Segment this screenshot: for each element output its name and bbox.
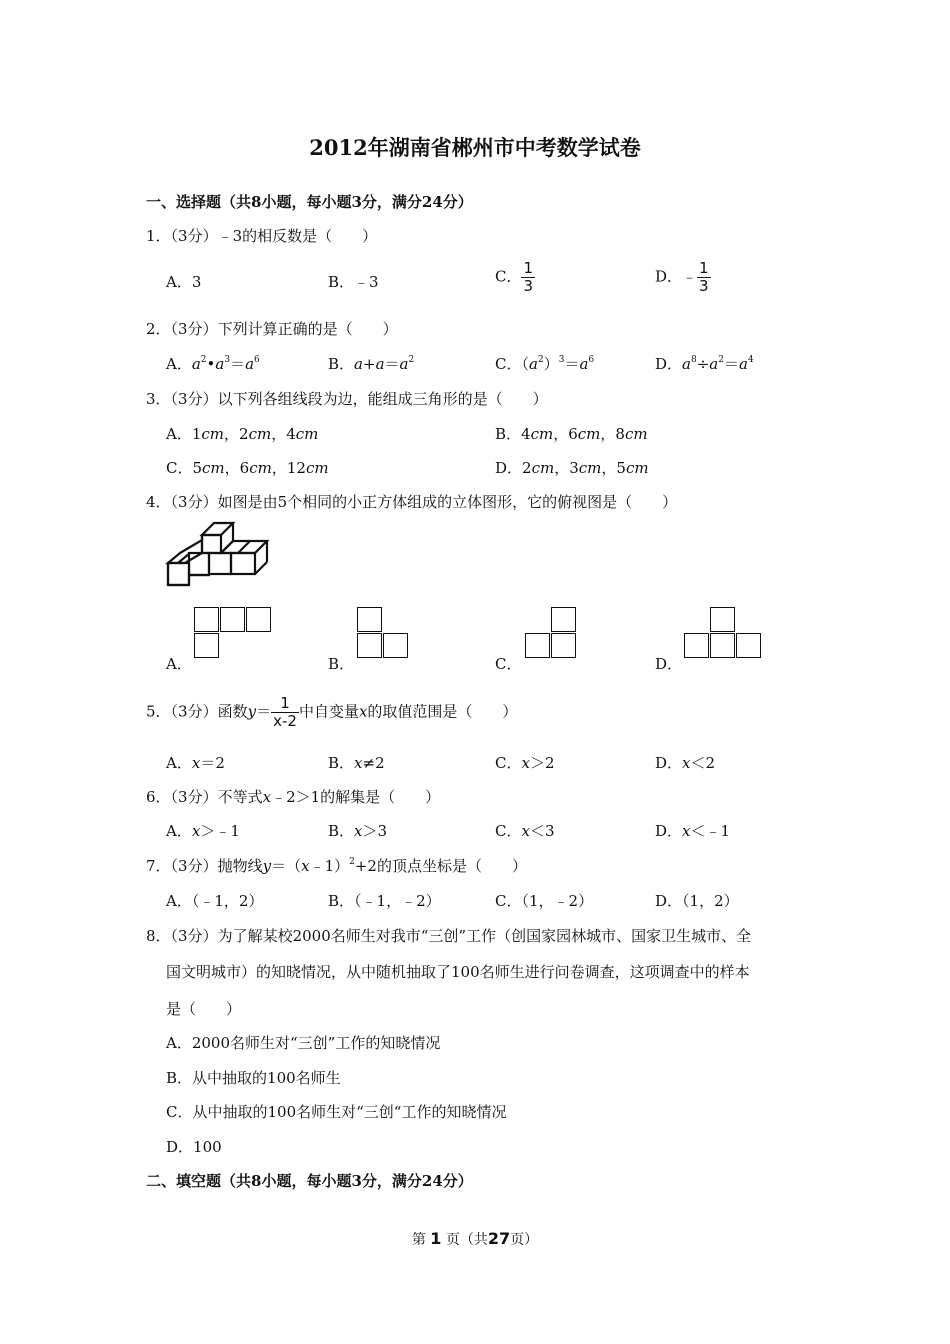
paren: （ xyxy=(521,355,529,373)
text: 中自变量 xyxy=(298,702,359,721)
option-label: D． xyxy=(655,355,683,373)
exp: 2 xyxy=(408,355,415,365)
op: ＝ xyxy=(564,355,580,373)
unit: cm xyxy=(201,425,225,443)
unit: cm xyxy=(624,425,648,443)
length: 6 xyxy=(239,459,250,477)
op: ＝ xyxy=(230,355,246,373)
op: + xyxy=(362,355,376,373)
relation: ≠2 xyxy=(362,754,385,772)
text: ﹣2＞1的解集是（ ） xyxy=(271,788,441,806)
q5-option-c xyxy=(495,752,555,773)
option-label: B． xyxy=(328,754,355,772)
sep: ， xyxy=(224,425,240,443)
var: a xyxy=(215,355,225,373)
fraction-one-third xyxy=(697,260,711,295)
relation: ＜﹣1 xyxy=(690,822,731,840)
exp: 2 xyxy=(200,355,207,365)
var: a xyxy=(739,355,748,373)
exp: 3 xyxy=(558,355,565,365)
q3-option-c xyxy=(166,457,329,478)
var: x xyxy=(354,822,363,840)
var: x xyxy=(682,754,691,772)
q1-option-d xyxy=(655,260,711,295)
denominator: 3 xyxy=(523,277,534,295)
unit: cm xyxy=(305,459,329,477)
page-number: 1 xyxy=(430,1229,442,1248)
question-8-line-2: 国文明城市）的知晓情况，从中随机抽取了100名师生进行问卷调查，这项调查中的样本 xyxy=(166,963,750,981)
length: 3 xyxy=(569,459,579,477)
var: y xyxy=(247,702,257,721)
unit: cm xyxy=(531,459,555,477)
exp: 3 xyxy=(224,355,231,365)
section-heading-fill: 二、填空题（共8小题，每小题3分，满分24分） xyxy=(146,1172,473,1190)
numerator: 1 xyxy=(699,259,709,277)
var: a xyxy=(375,355,385,373)
exp: 2 xyxy=(349,857,355,867)
option-label: D． xyxy=(655,754,683,772)
question-4-stem: 4．（3分）如图是由5个相同的小正方体组成的立体图形，它的俯视图是（ ） xyxy=(146,493,678,511)
relation: ＞﹣1 xyxy=(200,822,240,840)
sep: ， xyxy=(554,459,570,477)
q5-option-d xyxy=(655,752,715,773)
op: ＝ xyxy=(256,702,272,721)
var: a xyxy=(399,355,409,373)
minus-sign: ﹣ xyxy=(682,267,698,286)
op: ＝ xyxy=(384,355,400,373)
option-label: A． xyxy=(166,425,192,443)
denominator: 3 xyxy=(699,277,709,295)
option-label: C． xyxy=(495,822,522,840)
exp: 2 xyxy=(718,355,724,365)
option-label: C． xyxy=(495,754,522,772)
exp: 8 xyxy=(690,355,697,365)
q4-option-b-label: B． xyxy=(328,655,355,673)
var: a xyxy=(709,355,719,373)
q7-option-d: D．（1，2） xyxy=(655,892,739,910)
relation: ＝2 xyxy=(200,754,225,772)
length: 12 xyxy=(286,459,306,477)
length: 2 xyxy=(239,425,249,443)
unit: cm xyxy=(577,425,601,443)
relation: ＜3 xyxy=(529,822,555,840)
var: x xyxy=(521,754,530,772)
fraction-one-third xyxy=(521,260,535,295)
q1-option-c xyxy=(495,260,535,295)
var: x xyxy=(354,754,363,772)
q6-option-c xyxy=(495,820,555,841)
length: 1 xyxy=(191,425,202,443)
sep: ， xyxy=(600,425,616,443)
q1-option-a: A．3 xyxy=(166,273,202,291)
page-title: 2012年湖南省郴州市中考数学试卷 xyxy=(309,135,641,160)
section-heading-choice: 一、选择题（共8小题，每小题3分，满分24分） xyxy=(146,193,473,211)
length: 8 xyxy=(615,425,625,443)
var: x xyxy=(358,702,368,721)
op: ＝ xyxy=(723,355,739,373)
q6-option-d xyxy=(655,820,730,841)
option-label: A． xyxy=(166,754,192,772)
numerator: 1 xyxy=(271,695,299,713)
question-8-line-3: 是（ ） xyxy=(166,1000,242,1018)
sep: ， xyxy=(271,459,287,477)
q6-option-a xyxy=(166,820,240,841)
q8-option-a: A．2000名师生对“三创”工作的知晓情况 xyxy=(166,1034,441,1052)
q7-option-b: B．（﹣1，﹣2） xyxy=(328,892,441,910)
var: a xyxy=(191,355,201,373)
relation: ＞3 xyxy=(362,822,388,840)
unit: cm xyxy=(578,459,602,477)
text: 的取值范围是（ ） xyxy=(367,702,518,721)
var: x xyxy=(262,788,272,806)
exp: 6 xyxy=(588,355,595,365)
sep: ， xyxy=(224,459,240,477)
q4-option-c-label: C． xyxy=(495,655,522,673)
q8-option-b: B．从中抽取的100名师生 xyxy=(166,1069,341,1087)
option-label: D． xyxy=(495,459,523,477)
option-label: B． xyxy=(328,822,355,840)
q7-option-a: A．（﹣1，2） xyxy=(166,892,264,910)
length: 6 xyxy=(568,425,578,443)
q6-option-b xyxy=(328,820,387,841)
text: 5．（3分）函数 xyxy=(146,702,248,721)
question-2-stem: 2．（3分）下列计算正确的是（ ） xyxy=(146,320,398,338)
q2-option-b xyxy=(328,353,414,374)
exp: 2 xyxy=(537,355,544,365)
option-label: C． xyxy=(495,355,522,373)
text: ﹣1） xyxy=(309,857,350,875)
length: 5 xyxy=(192,459,203,477)
var: y xyxy=(262,857,272,875)
relation: ＞2 xyxy=(529,754,555,772)
q2-option-c xyxy=(495,353,594,374)
q4-option-a-label: A． xyxy=(166,655,192,673)
var: x xyxy=(682,822,691,840)
length: 4 xyxy=(521,425,531,443)
q3-option-a xyxy=(166,423,318,444)
q2-option-a xyxy=(166,353,260,374)
question-6-stem xyxy=(146,786,440,807)
unit: cm xyxy=(295,425,319,443)
relation: ＜2 xyxy=(690,754,716,772)
q8-option-d: D．100 xyxy=(166,1138,222,1156)
exp: 6 xyxy=(254,355,260,365)
text: 7．（3分）抛物线 xyxy=(146,857,263,875)
var: x xyxy=(191,822,201,840)
sep: ， xyxy=(271,425,287,443)
length: 5 xyxy=(616,459,626,477)
sep: ， xyxy=(601,459,617,477)
op: ＝（ xyxy=(271,857,302,875)
question-8-line-1: 8．（3分）为了解某校2000名师生对我市“三创”工作（创国家园林城市、国家卫生城市、全 xyxy=(146,927,752,945)
page-total: 27 xyxy=(487,1229,511,1248)
op: • xyxy=(206,355,216,373)
fraction-function xyxy=(271,695,299,730)
footer-text: 页） xyxy=(510,1232,539,1248)
exp: 4 xyxy=(747,355,754,365)
text: 6．（3分）不等式 xyxy=(146,788,263,806)
option-label: D． xyxy=(655,267,683,286)
var: a xyxy=(245,355,255,373)
footer-text: 第 xyxy=(411,1232,426,1248)
op: ÷ xyxy=(696,355,710,373)
sep: ， xyxy=(553,425,569,443)
question-3-stem: 3．（3分）以下列各组线段为边，能组成三角形的是（ ） xyxy=(146,390,548,408)
var: x xyxy=(521,822,530,840)
length: 4 xyxy=(286,425,296,443)
option-label: A． xyxy=(166,822,192,840)
question-1-stem: 1．（3分）﹣3的相反数是（ ） xyxy=(146,227,378,245)
q2-option-d xyxy=(655,353,754,374)
q7-option-c: C．（1，﹣2） xyxy=(495,892,594,910)
option-label: D． xyxy=(655,822,683,840)
q8-option-c: C．从中抽取的100名师生对“三创“工作的知晓情况 xyxy=(166,1103,507,1121)
length: 2 xyxy=(522,459,532,477)
var: a xyxy=(354,355,363,373)
var: a xyxy=(529,355,538,373)
option-label: B． xyxy=(328,355,355,373)
var: x xyxy=(301,857,310,875)
unit: cm xyxy=(530,425,554,443)
unit: cm xyxy=(202,459,225,477)
page-footer xyxy=(0,1229,950,1249)
var: a xyxy=(579,355,589,373)
q3-option-d xyxy=(495,457,649,478)
unit: cm xyxy=(248,425,272,443)
unit: cm xyxy=(625,459,649,477)
var: x xyxy=(191,754,201,772)
question-7-stem xyxy=(146,855,527,876)
q5-option-b xyxy=(328,752,385,773)
option-label: A． xyxy=(166,355,192,373)
q5-option-a xyxy=(166,752,225,773)
q3-option-b xyxy=(495,423,648,444)
denominator: x-2 xyxy=(273,712,297,730)
paren: ） xyxy=(543,355,559,373)
option-label: C． xyxy=(495,267,522,286)
var: a xyxy=(682,355,691,373)
footer-text: 页（共 xyxy=(445,1232,488,1248)
cube-solid-figure xyxy=(164,518,272,590)
option-label: C． xyxy=(166,459,193,477)
numerator: 1 xyxy=(523,259,534,277)
question-5-stem xyxy=(146,695,517,730)
q1-option-b: B．﹣3 xyxy=(328,273,379,291)
q4-option-d-label: D． xyxy=(655,655,683,673)
unit: cm xyxy=(249,459,272,477)
text: +2的顶点坐标是（ ） xyxy=(354,857,527,875)
option-label: B． xyxy=(495,425,522,443)
